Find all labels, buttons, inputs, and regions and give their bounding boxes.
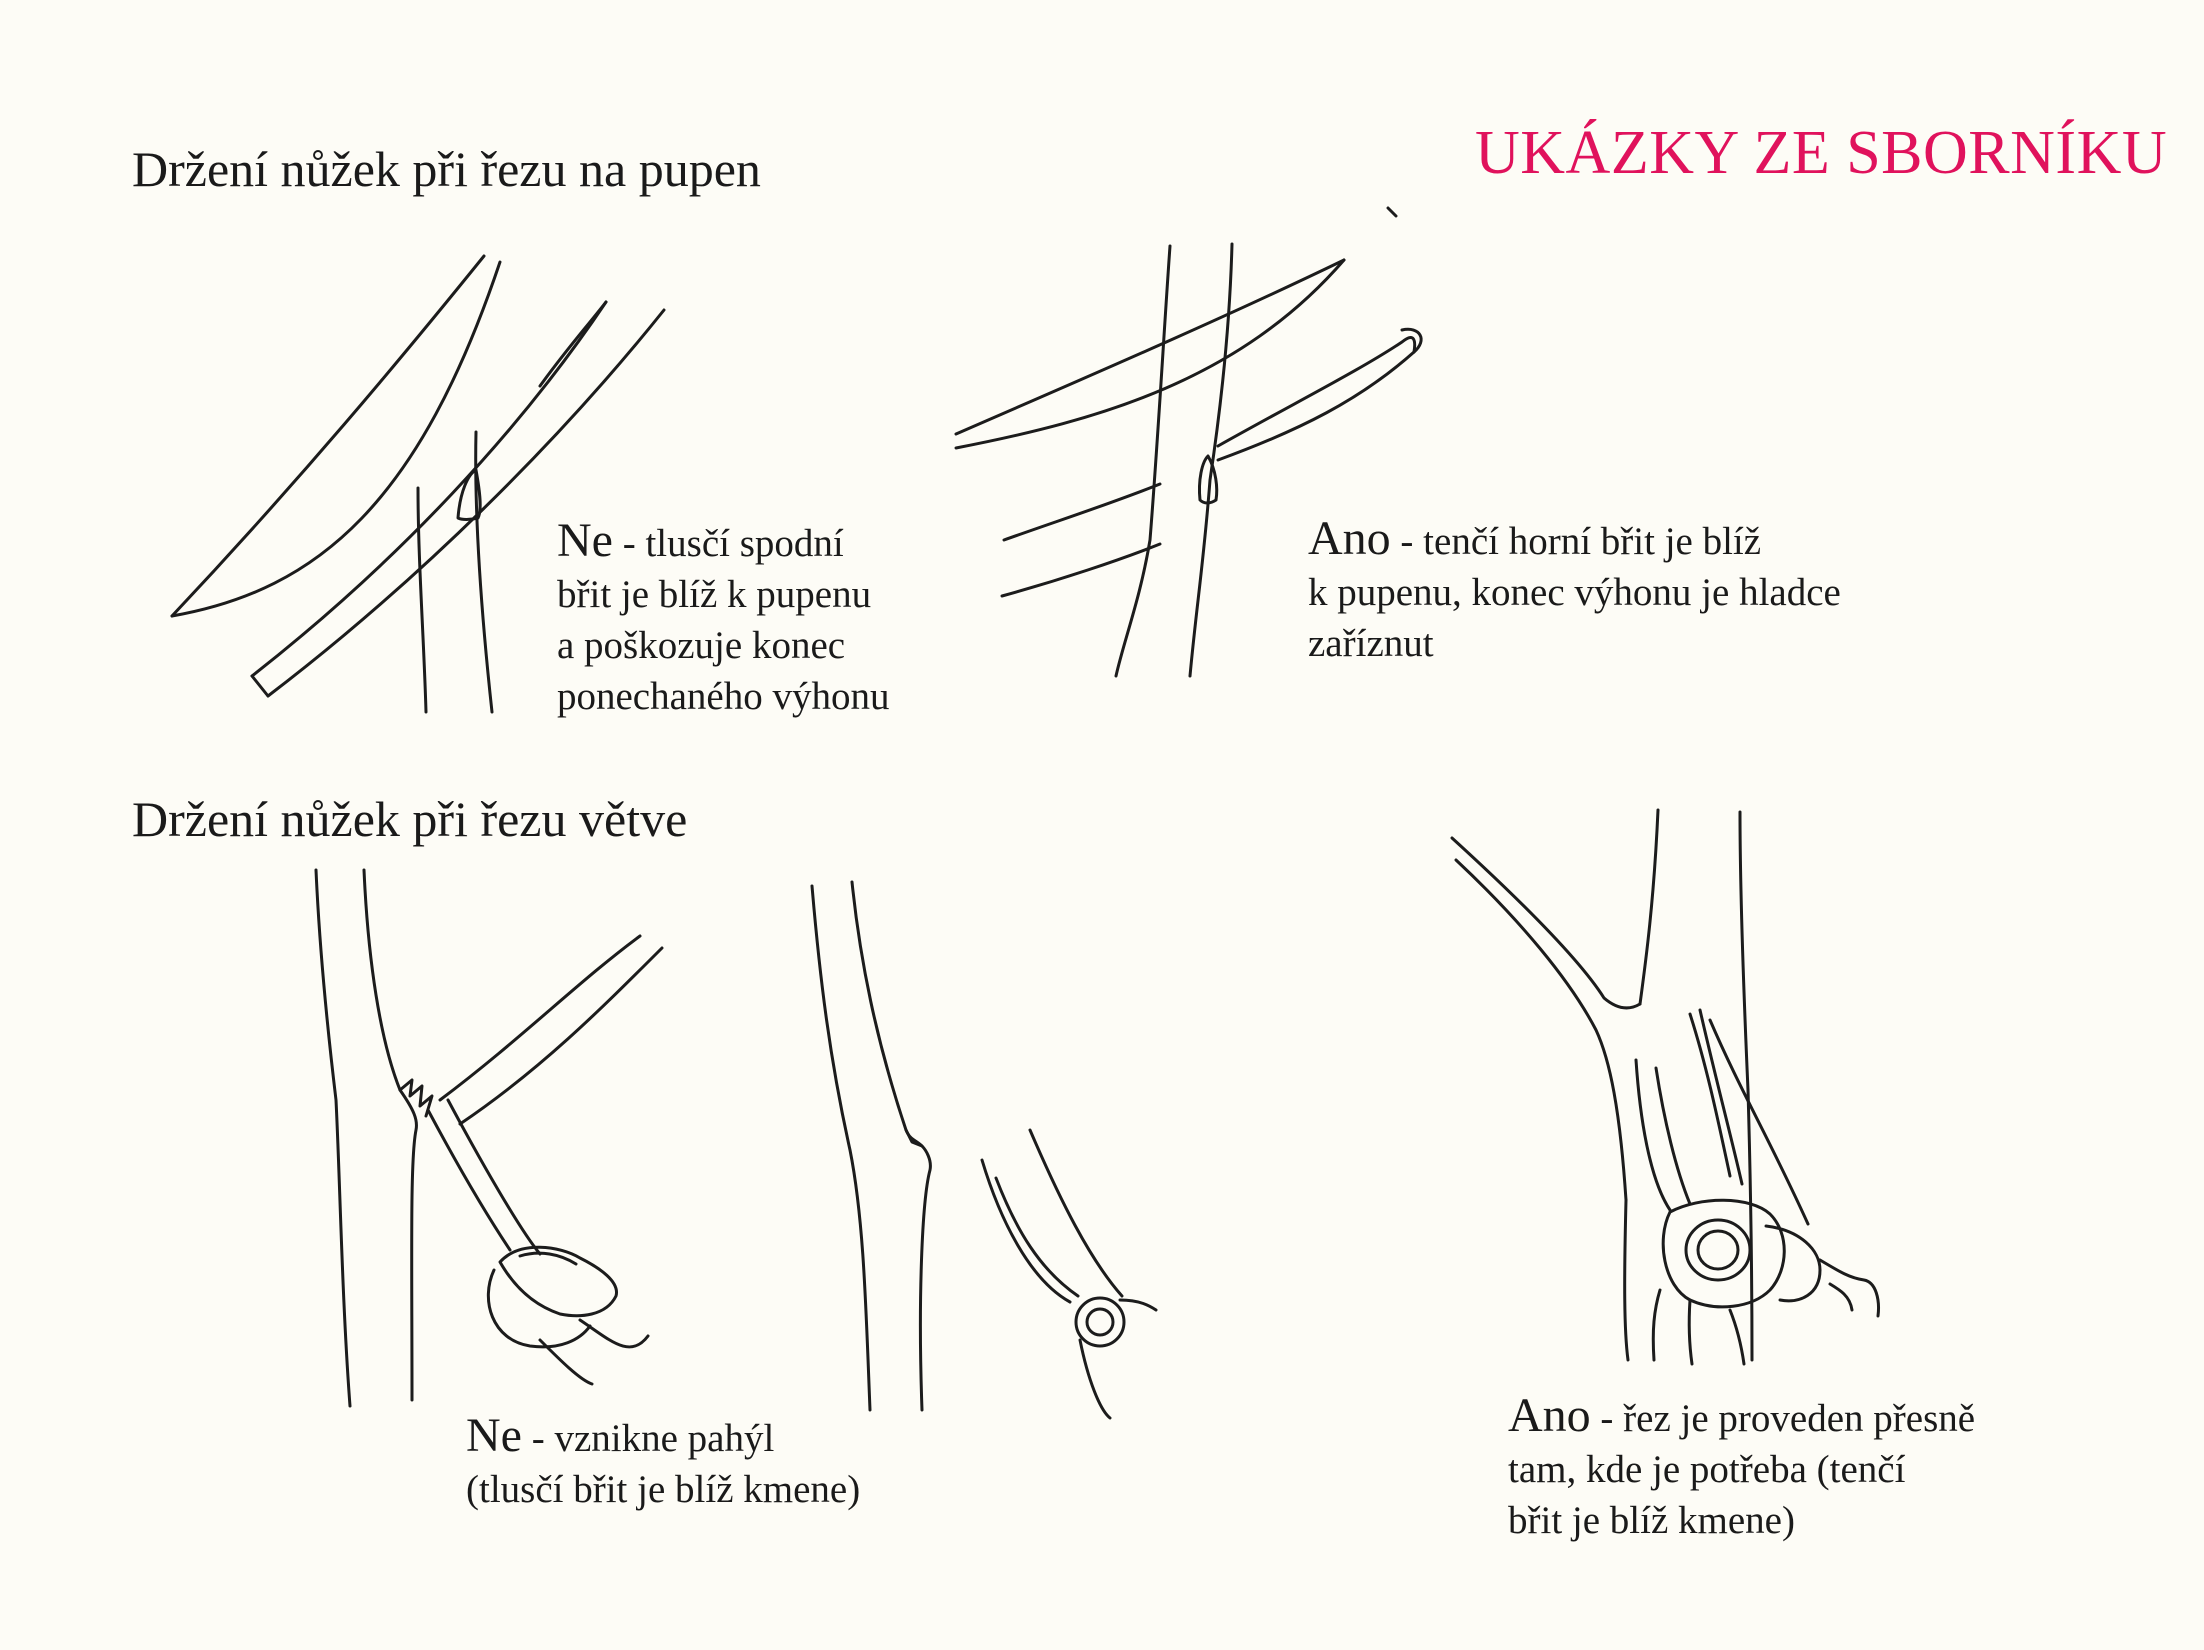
caption-line	[557, 515, 890, 569]
caption-bud-wrong	[557, 515, 890, 722]
caption-line	[466, 1410, 860, 1464]
caption-line: tam, kde je potřeba (tenčí	[1508, 1448, 1906, 1491]
handle-lower-1	[1689, 1300, 1692, 1364]
section-title-branch-cut: Držení nůžek při řezu větve	[132, 791, 688, 847]
lower-blade-bottom	[1218, 352, 1414, 460]
handle-left-1	[1004, 484, 1160, 540]
caption-text: řez je proveden přesně	[1623, 1397, 1976, 1440]
banner-title: UKÁZKY ZE SBORNÍKU	[1475, 119, 2168, 187]
shears-pivot-inner	[1087, 1309, 1113, 1335]
pivot-inner	[1698, 1231, 1738, 1269]
caption-dash: -	[1590, 1397, 1624, 1440]
pivot-inner	[520, 1253, 576, 1264]
lower-blade-top	[1218, 337, 1415, 446]
pivot-outer	[1686, 1220, 1750, 1280]
shears-pivot-outer	[1076, 1298, 1124, 1346]
shears-handle-2	[1120, 1300, 1156, 1310]
caption-line: k pupenu, konec výhonu je hladce	[1308, 571, 1841, 614]
caption-line: (tlusčí břit je blíž kmene)	[466, 1468, 861, 1511]
caption-line	[1308, 513, 1841, 567]
trunk-left-edge	[316, 870, 350, 1406]
thin-blade-2	[1656, 1068, 1690, 1204]
shears-blade-3	[1030, 1130, 1122, 1296]
caption-line: zaříznut	[1308, 622, 1434, 665]
caption-branch-wrong	[466, 1410, 860, 1515]
pivot-body	[500, 1247, 617, 1315]
trunk-left-edge	[1640, 810, 1658, 1004]
handle-left	[540, 302, 606, 386]
jaw-blade-1	[1700, 1010, 1742, 1184]
caption-text: tenčí horní břit je blíž	[1423, 520, 1762, 563]
caption-branch-right	[1508, 1390, 1975, 1546]
branch-lower-edge	[1456, 860, 1626, 1200]
caption-lead: Ne	[557, 514, 613, 567]
caption-line	[1508, 1390, 1975, 1444]
illustration-branch-cut-stub	[812, 882, 1156, 1418]
caption-lead: Ano	[1508, 1389, 1591, 1442]
blade-edge-1	[428, 1110, 510, 1250]
thin-blade-1	[1636, 1060, 1670, 1210]
jaw-blade-3	[1710, 1020, 1808, 1224]
handle-lower-2	[1730, 1310, 1744, 1364]
illustration-branch-cut-right	[1452, 810, 1878, 1364]
illustration-branch-cut-wrong	[316, 870, 662, 1406]
handle-right-1	[1820, 1260, 1878, 1316]
branch-lower-edge	[460, 948, 662, 1124]
caption-line: ponechaného výhonu	[557, 675, 890, 718]
shoot-left-edge	[1116, 246, 1170, 676]
spring-link	[1766, 1226, 1820, 1301]
handle-2	[580, 1320, 648, 1347]
blade-edge-2	[448, 1100, 540, 1254]
shears-blade-2	[996, 1178, 1078, 1296]
shears-handle-1	[1080, 1340, 1110, 1418]
caption-lead: Ne	[466, 1409, 522, 1462]
caption-text: tlusčí spodní	[645, 522, 844, 565]
trunk-right-edge	[364, 870, 416, 1400]
upper-blade-outer	[172, 256, 484, 616]
handle-1	[540, 1340, 592, 1384]
stray-mark	[1388, 208, 1396, 216]
caption-lead: Ano	[1308, 512, 1391, 565]
handle-right-2	[1830, 1284, 1852, 1310]
caption-text: vznikne pahýl	[554, 1417, 775, 1460]
caption-line: břit je blíž k pupenu	[557, 573, 872, 616]
handle-left-2	[1002, 544, 1160, 596]
lower-blade-top	[252, 302, 606, 676]
caption-dash: -	[521, 1417, 555, 1460]
caption-line: a poškozuje konec	[557, 624, 846, 667]
caption-dash: -	[1390, 520, 1424, 563]
branch-upper-edge	[1452, 838, 1640, 1008]
handle-lower-3	[1653, 1290, 1660, 1360]
stub-step	[906, 1130, 922, 1146]
pivot-housing	[1663, 1200, 1784, 1307]
branch-upper-edge	[440, 936, 640, 1100]
stem-left-edge	[812, 886, 870, 1410]
jaw-lower	[488, 1270, 590, 1347]
caption-bud-right	[1308, 513, 1841, 669]
jaw-blade-2	[1690, 1014, 1730, 1176]
trunk-lower-left	[1625, 1200, 1628, 1360]
caption-dash: -	[612, 522, 646, 565]
section-title-bud-cut: Držení nůžek při řezu na pupen	[132, 141, 761, 197]
lower-blade-end	[252, 676, 268, 696]
caption-line: břit je blíž kmene)	[1508, 1499, 1795, 1542]
